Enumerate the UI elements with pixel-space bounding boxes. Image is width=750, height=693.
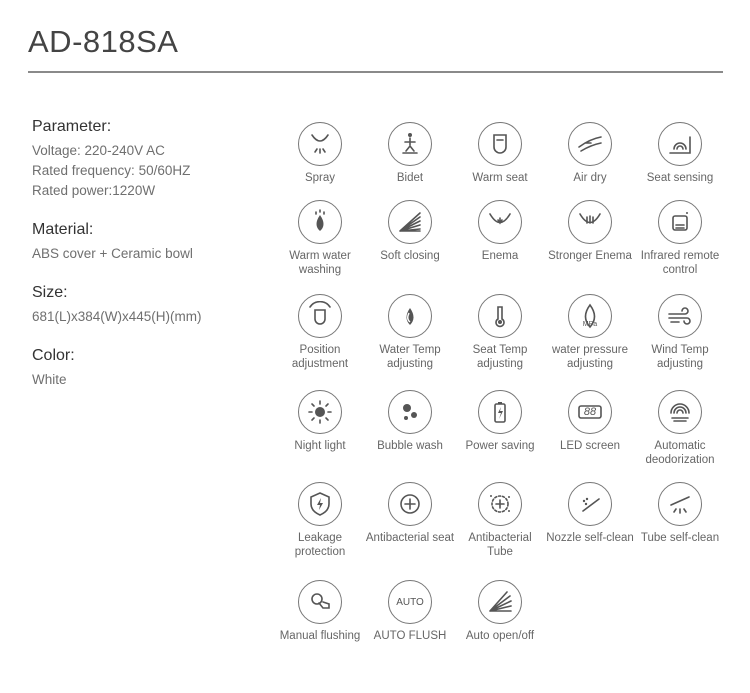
battery-icon	[478, 390, 522, 434]
feature-label: Seat Temp adjusting	[472, 344, 528, 370]
feature-label: water pressure adjusting	[551, 344, 629, 370]
icon-badge: AUTO	[396, 596, 424, 608]
spec-material	[32, 221, 282, 264]
spec-line: ABS cover + Ceramic bowl	[32, 246, 193, 261]
feature-label: AUTO FLUSH	[373, 630, 447, 642]
manual-flush-icon	[298, 580, 342, 624]
seat-sensing-icon	[658, 122, 702, 166]
wind-temp-icon	[658, 294, 702, 338]
led-screen-icon	[568, 390, 612, 434]
title-divider	[28, 71, 723, 73]
auto-open-icon	[478, 580, 522, 624]
feature-led-screen	[545, 390, 635, 453]
feature-position	[275, 294, 365, 371]
spec-heading: Size:	[32, 284, 68, 301]
spec-heading: Parameter:	[32, 118, 112, 135]
feature-label: Stronger Enema	[548, 250, 632, 262]
spec-line: 681(L)x384(W)x445(H)(mm)	[32, 309, 202, 324]
soft-closing-icon	[388, 200, 432, 244]
feature-remote	[635, 200, 725, 277]
spec-parameter	[32, 118, 282, 201]
icon-badge: MPa	[582, 321, 598, 328]
feature-antibacterial-seat	[365, 482, 455, 545]
feature-spray	[275, 122, 365, 185]
feature-label: Night light	[294, 440, 346, 452]
feature-label: Auto open/off	[465, 630, 535, 642]
air-dry-icon	[568, 122, 612, 166]
feature-label: Nozzle self-clean	[546, 532, 634, 544]
feature-label: Bidet	[396, 172, 424, 184]
deodorization-icon	[658, 390, 702, 434]
bidet-icon	[388, 122, 432, 166]
warm-seat-icon	[478, 122, 522, 166]
position-icon	[298, 294, 342, 338]
feature-label: Power saving	[465, 440, 535, 452]
bubble-icon	[388, 390, 432, 434]
feature-battery	[455, 390, 545, 453]
warm-water-icon	[298, 200, 342, 244]
spec-list	[32, 118, 282, 410]
feature-water-temp	[365, 294, 455, 371]
page-title: AD-818SA	[28, 24, 179, 59]
feature-auto-flush	[365, 580, 455, 643]
feature-label: Antibacterial Tube	[468, 532, 532, 558]
feature-label: Wind Temp adjusting	[651, 344, 709, 370]
feature-air-dry	[545, 122, 635, 185]
feature-soft-closing	[365, 200, 455, 263]
feature-label: Air dry	[573, 172, 607, 184]
spec-size	[32, 284, 282, 327]
feature-wind-temp	[635, 294, 725, 371]
feature-label: Position adjustment	[291, 344, 349, 370]
feature-label: Soft closing	[380, 250, 440, 262]
feature-label: Manual flushing	[279, 630, 361, 642]
spray-icon	[298, 122, 342, 166]
feature-label: LED screen	[559, 440, 621, 452]
feature-deodorization	[635, 390, 725, 467]
enema-icon	[478, 200, 522, 244]
feature-tube-clean	[635, 482, 725, 545]
nozzle-clean-icon	[568, 482, 612, 526]
spec-color	[32, 347, 282, 390]
feature-label: Seat sensing	[646, 172, 714, 184]
feature-bubble	[365, 390, 455, 453]
remote-icon	[658, 200, 702, 244]
spec-line: White	[32, 372, 67, 387]
antibacterial-tube-icon	[478, 482, 522, 526]
feature-seat-sensing	[635, 122, 725, 185]
spec-heading: Material:	[32, 221, 94, 238]
night-light-icon	[298, 390, 342, 434]
feature-enema	[455, 200, 545, 263]
feature-label: Spray	[304, 172, 336, 184]
feature-label: Warm water washing	[289, 250, 351, 276]
feature-label: Automatic deodorization	[645, 440, 715, 466]
feature-warm-water	[275, 200, 365, 277]
feature-label: Warm seat	[472, 172, 528, 184]
auto-flush-icon	[388, 580, 432, 624]
feature-label: Antibacterial seat	[365, 532, 455, 544]
spec-line: Rated frequency: 50/60HZ	[32, 163, 191, 178]
stronger-enema-icon	[568, 200, 612, 244]
feature-seat-temp	[455, 294, 545, 371]
feature-label: Tube self-clean	[640, 532, 720, 544]
feature-label: Bubble wash	[377, 440, 443, 452]
feature-label: Leakage protection	[294, 532, 346, 558]
feature-warm-seat	[455, 122, 545, 185]
tube-clean-icon	[658, 482, 702, 526]
feature-water-pressure	[545, 294, 635, 371]
water-pressure-icon	[568, 294, 612, 338]
spec-heading: Color:	[32, 347, 75, 364]
spec-line: Rated power:1220W	[32, 183, 156, 198]
feature-night-light	[275, 390, 365, 453]
feature-nozzle-clean	[545, 482, 635, 545]
feature-label: Water Temp adjusting	[379, 344, 441, 370]
water-temp-icon	[388, 294, 432, 338]
feature-auto-open	[455, 580, 545, 643]
feature-antibacterial-tube	[455, 482, 545, 559]
feature-shield	[275, 482, 365, 559]
feature-label: Infrared remote control	[640, 250, 720, 276]
spec-line: Voltage: 220-240V AC	[32, 143, 165, 158]
feature-label: Enema	[481, 250, 519, 262]
antibacterial-seat-icon	[388, 482, 432, 526]
icon-badge: 88	[583, 406, 597, 418]
feature-bidet	[365, 122, 455, 185]
feature-stronger-enema	[545, 200, 635, 263]
shield-icon	[298, 482, 342, 526]
seat-temp-icon	[478, 294, 522, 338]
feature-manual-flush	[275, 580, 365, 643]
